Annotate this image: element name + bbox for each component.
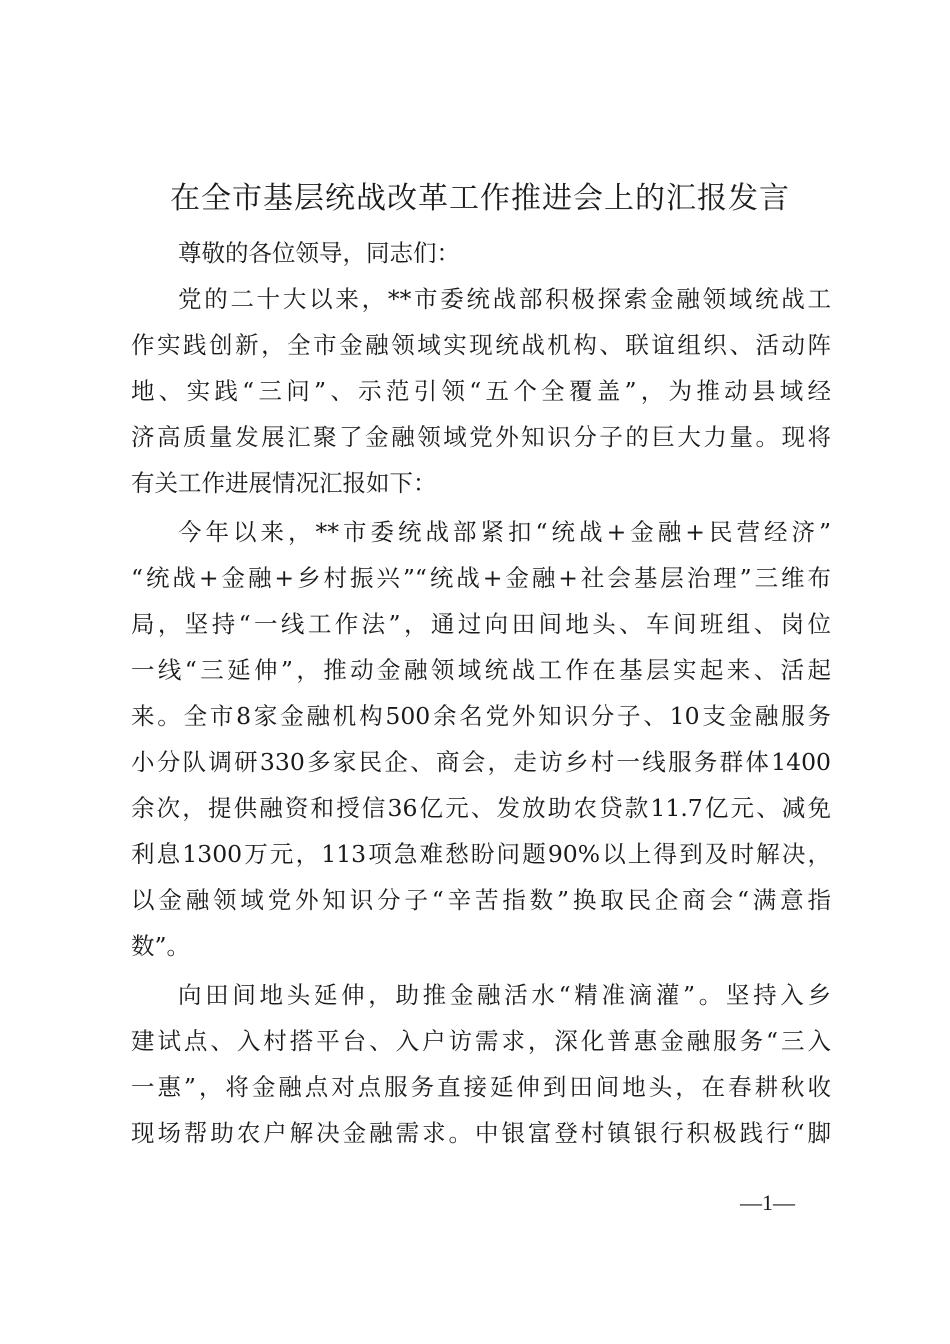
salutation: 尊敬的各位领导，同志们：	[178, 239, 460, 267]
document-title: 在全市基层统战改革工作推进会上的汇报发言	[170, 181, 790, 216]
paragraph-line: 地、实践“三问”、示范引领“五个全覆盖”，为推动县域经	[131, 377, 831, 405]
paragraph-line: 数”。	[131, 932, 191, 960]
paragraph-line: 现场帮助农户解决金融需求。中银富登村镇银行积极践行“脚	[131, 1119, 831, 1147]
paragraph-line: 以金融领域党外知识分子“辛苦指数”换取民企商会“满意指	[131, 886, 831, 914]
paragraph-line: 余次，提供融资和授信36亿元、发放助农贷款11.7亿元、减免	[131, 794, 831, 822]
paragraph-line: 济高质量发展汇聚了金融领域党外知识分子的巨大力量。现将	[131, 423, 831, 451]
paragraph-line: 小分队调研330多家民企、商会，走访乡村一线服务群体1400	[131, 748, 831, 776]
paragraph-line: 党的二十大以来，**市委统战部积极探索金融领域统战工	[178, 285, 831, 313]
paragraph-line: 今年以来，**市委统战部紧扣“统战+金融+民营经济”	[178, 518, 831, 546]
paragraph-line: 作实践创新，全市金融领域实现统战机构、联谊组织、活动阵	[131, 331, 831, 359]
paragraph-line: “统战+金融+乡村振兴”“统战+金融+社会基层治理”三维布	[131, 564, 831, 592]
paragraph-line: 向田间地头延伸，助推金融活水“精准滴灌”。坚持入乡	[178, 981, 831, 1009]
paragraph-line: 来。全市8家金融机构500余名党外知识分子、10支金融服务	[131, 702, 831, 730]
paragraph-line: 利息1300万元，113项急难愁盼问题90%以上得到及时解决，	[131, 840, 831, 868]
paragraph-line: 局，坚持“一线工作法”，通过向田间地头、车间班组、岗位	[131, 610, 831, 638]
paragraph-line: 有关工作进展情况汇报如下：	[131, 469, 437, 497]
paragraph-line: 一线“三延伸”，推动金融领域统战工作在基层实起来、活起	[131, 656, 831, 684]
paragraph-line: 一惠”，将金融点对点服务直接延伸到田间地头，在春耕秋收	[131, 1073, 831, 1101]
page-number: —1—	[740, 1190, 795, 1215]
paragraph-line: 建试点、入村搭平台、入户访需求，深化普惠金融服务“三入	[131, 1027, 831, 1055]
